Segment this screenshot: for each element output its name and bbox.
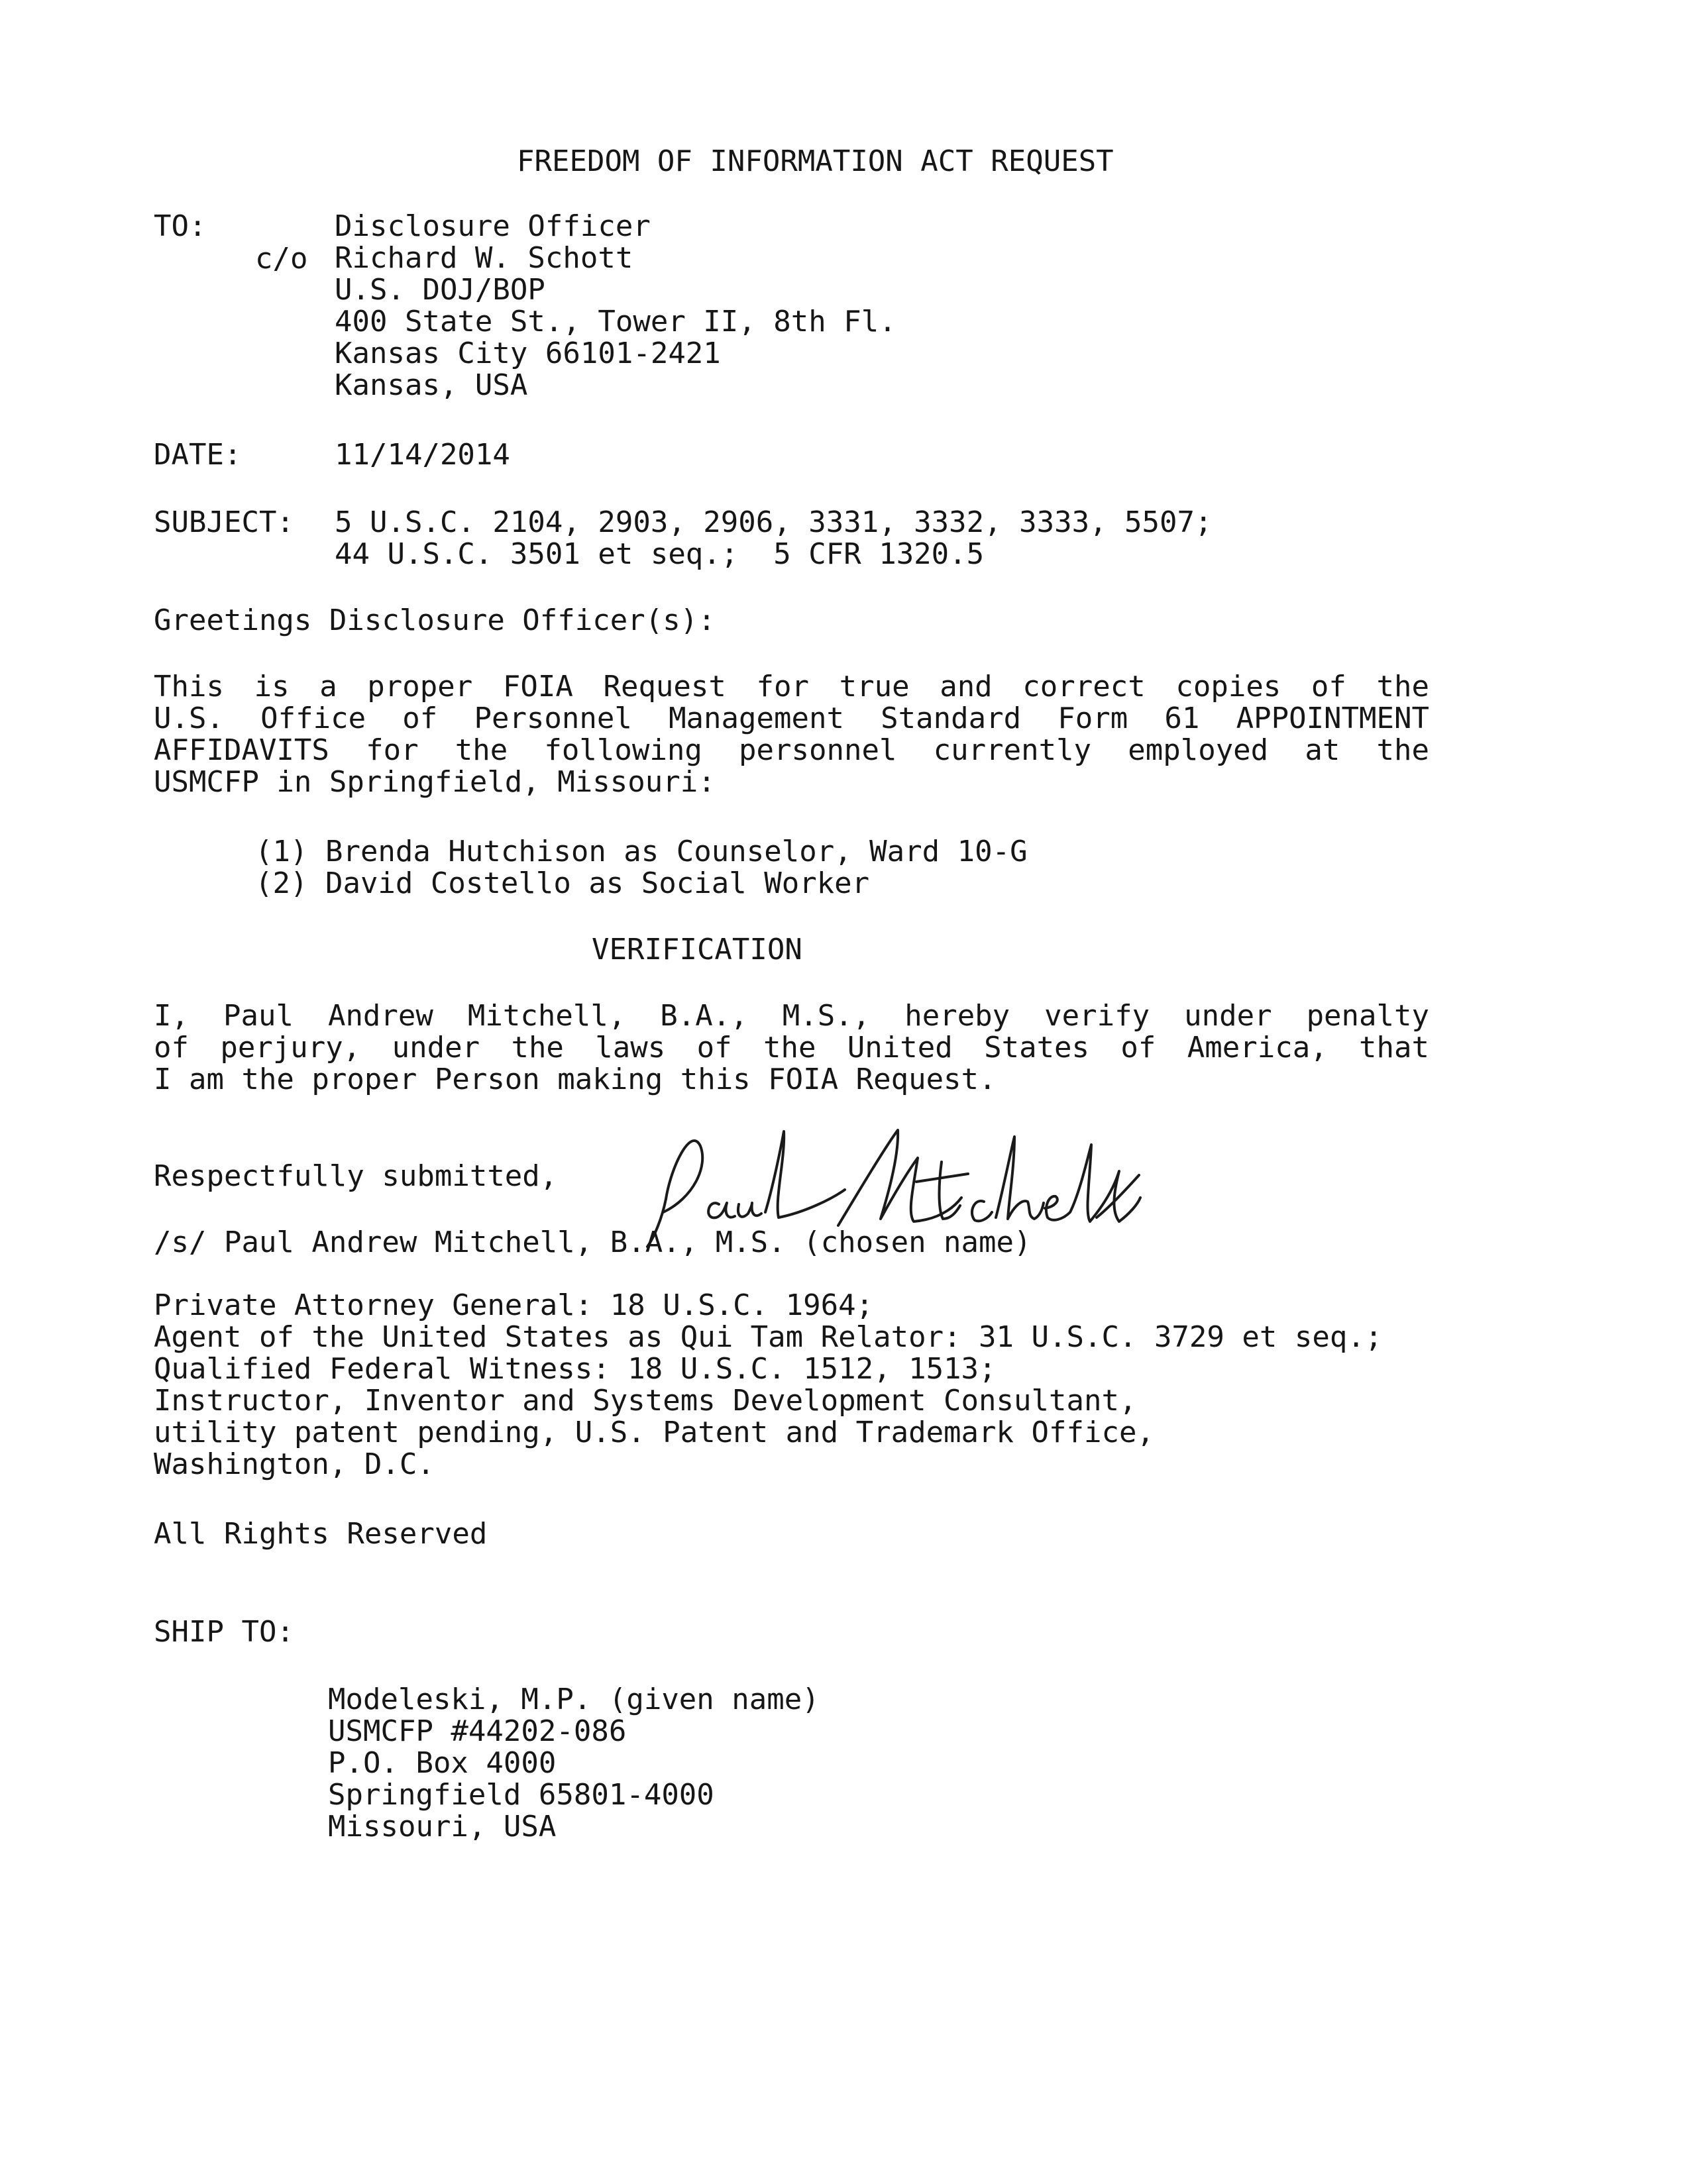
credential-line: Private Attorney General: 18 U.S.C. 1964;: [154, 1288, 874, 1322]
verification-line: I, Paul Andrew Mitchell, B.A., M.S., hereby verify under penalty: [154, 999, 1429, 1033]
body-line: U.S. Office of Personnel Management Standard Form 61 APPOINTMENT: [154, 702, 1429, 735]
recipient-line: U.S. DOJ/BOP: [335, 273, 545, 307]
date-label: DATE:: [154, 438, 242, 472]
ship-to-line: USMCFP #44202-086: [328, 1714, 627, 1748]
body-line: AFFIDAVITS for the following personnel currently employed at the: [154, 733, 1429, 767]
verification-line: of perjury, under the laws of the United States of America, that: [154, 1031, 1429, 1065]
subject-citations: [335, 507, 1213, 570]
typed-signature: /s/ Paul Andrew Mitchell, B.A., M.S. (chosen name): [154, 1225, 1032, 1259]
body-line: This is a proper FOIA Request for true and correct copies of the: [154, 670, 1429, 703]
credentials-block: [154, 1290, 1382, 1481]
recipient-line: Kansas City 66101-2421: [335, 337, 721, 370]
greeting: Greetings Disclosure Officer(s):: [154, 603, 716, 637]
recipient-address: [335, 211, 896, 401]
rights-reserved: All Rights Reserved: [154, 1517, 488, 1551]
recipient-line: Richard W. Schott: [335, 241, 633, 275]
credential-line: Qualified Federal Witness: 18 U.S.C. 1512, 1513;: [154, 1352, 997, 1386]
credential-line: Instructor, Inventor and Systems Development Consultant,: [154, 1384, 1137, 1418]
subject-label: SUBJECT:: [154, 505, 294, 539]
credential-line: Agent of the United States as Qui Tam Relator: 31 U.S.C. 3729 et seq.;: [154, 1320, 1383, 1354]
credential-line: utility patent pending, U.S. Patent and Trademark Office,: [154, 1416, 1154, 1449]
request-body: [154, 671, 1429, 798]
recipient-line: 400 State St., Tower II, 8th Fl.: [335, 305, 896, 338]
verification-statement: [154, 1000, 1429, 1096]
verification-line: I am the proper Person making this FOIA Request.: [154, 1063, 997, 1096]
body-line: USMCFP in Springfield, Missouri:: [154, 765, 716, 799]
care-of-label: c/o: [255, 242, 308, 276]
ship-to-line: Modeleski, M.P. (given name): [328, 1683, 820, 1716]
verification-heading: VERIFICATION: [592, 933, 802, 966]
ship-to-address: [328, 1684, 820, 1843]
to-label: TO:: [154, 209, 207, 243]
ship-to-line: Missouri, USA: [328, 1810, 557, 1844]
personnel-list: [255, 836, 1028, 900]
date-value: 11/14/2014: [335, 438, 510, 472]
document-title: FREEDOM OF INFORMATION ACT REQUEST: [517, 144, 1114, 178]
subject-line: 44 U.S.C. 3501 et seq.; 5 CFR 1320.5: [335, 537, 985, 571]
ship-to-label: SHIP TO:: [154, 1615, 294, 1649]
recipient-line: Kansas, USA: [335, 368, 528, 402]
respectfully-submitted: Respectfully submitted,: [154, 1159, 558, 1193]
list-item: (2) David Costello as Social Worker: [255, 866, 870, 900]
ship-to-line: P.O. Box 4000: [328, 1746, 557, 1780]
list-item: (1) Brenda Hutchison as Counselor, Ward 10-G: [255, 835, 1028, 868]
subject-line: 5 U.S.C. 2104, 2903, 2906, 3331, 3332, 3333, 5507;: [335, 505, 1213, 539]
recipient-line: Disclosure Officer: [335, 209, 651, 243]
credential-line: Washington, D.C.: [154, 1447, 435, 1481]
ship-to-line: Springfield 65801-4000: [328, 1778, 714, 1812]
